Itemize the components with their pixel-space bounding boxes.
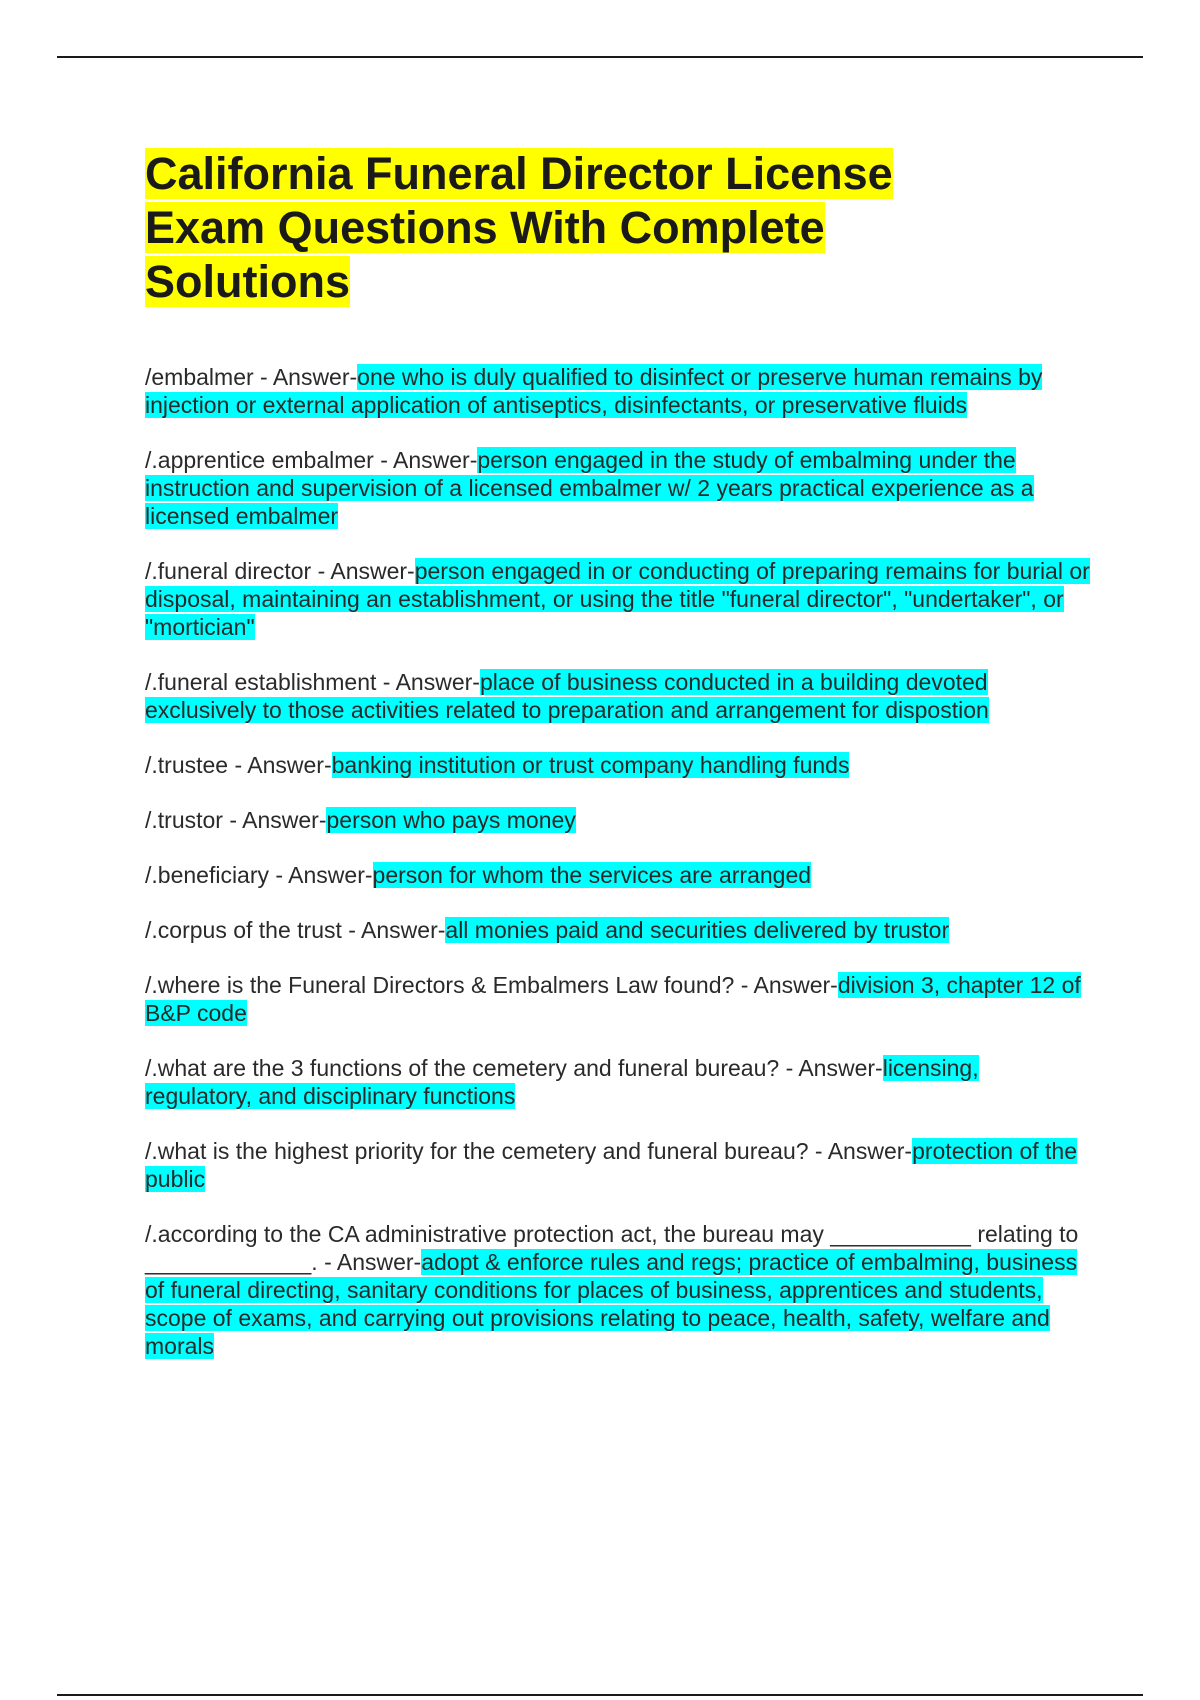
answer-text: person for whom the services are arranged <box>372 862 812 888</box>
answer-text: person engaged in or conducting of preparing remains for burial or disposal, maintaining an establishment, or using the title "funeral director", "undertaker", or "mortician" <box>145 558 1090 640</box>
document-title-text: California Funeral Director License Exam Questions With Complete Solutions <box>145 148 893 307</box>
qa-item <box>145 363 1090 419</box>
qa-item <box>145 916 1090 944</box>
question-text: /.trustor - Answer- <box>145 807 327 833</box>
top-rule <box>57 56 1143 58</box>
qa-item <box>145 1137 1090 1193</box>
question-text: /.funeral establishment - Answer- <box>145 669 480 695</box>
question-text: /.trustee - Answer- <box>145 752 332 778</box>
question-text: /.according to the CA administrative protection act, the bureau may ___________ relating to _____________. - Answer- <box>145 1221 1079 1275</box>
answer-text: protection of the public <box>145 1138 1078 1192</box>
qa-list <box>145 363 1090 1360</box>
answer-text: person engaged in the study of embalming under the instruction and supervision of a licensed embalmer w/ 2 years practical experience as a licensed embalmer <box>145 447 1034 529</box>
answer-text: licensing, regulatory, and disciplinary functions <box>145 1055 979 1109</box>
question-text: /.what are the 3 functions of the cemetery and funeral bureau? - Answer- <box>145 1055 883 1081</box>
answer-text: banking institution or trust company handling funds <box>331 752 850 778</box>
qa-item <box>145 446 1090 530</box>
qa-item <box>145 1220 1090 1360</box>
question-text: /.apprentice embalmer - Answer- <box>145 447 478 473</box>
document-page <box>145 147 1090 1387</box>
qa-item <box>145 861 1090 889</box>
answer-text: all monies paid and securities delivered by trustor <box>445 917 950 943</box>
qa-item <box>145 806 1090 834</box>
question-text: /.where is the Funeral Directors & Embalmers Law found? - Answer- <box>145 972 838 998</box>
qa-item <box>145 668 1090 724</box>
question-text: /.beneficiary - Answer- <box>145 862 373 888</box>
answer-text: place of business conducted in a building devoted exclusively to those activities related to preparation and arrangement for dispostion <box>145 669 989 723</box>
qa-item <box>145 1054 1090 1110</box>
qa-item <box>145 971 1090 1027</box>
qa-item <box>145 557 1090 641</box>
question-text: /.what is the highest priority for the cemetery and funeral bureau? - Answer- <box>145 1138 913 1164</box>
bottom-rule <box>57 1694 1143 1696</box>
question-text: /.funeral director - Answer- <box>145 558 415 584</box>
qa-item <box>145 751 1090 779</box>
question-text: /.corpus of the trust - Answer- <box>145 917 446 943</box>
answer-text: person who pays money <box>326 807 576 833</box>
answer-text: adopt & enforce rules and regs; practice of embalming, business of funeral directing, sanitary conditions for places of business, apprentices and students, scope of exams, and carrying out provisions relating to peace, health, safety, welfare and morals <box>145 1249 1078 1359</box>
document-title <box>145 147 965 309</box>
answer-text: division 3, chapter 12 of B&P code <box>145 972 1081 1026</box>
answer-text: one who is duly qualified to disinfect or preserve human remains by injection or external application of antiseptics, disinfectants, or preservative fluids <box>145 364 1043 418</box>
question-text: /embalmer - Answer- <box>145 364 358 390</box>
